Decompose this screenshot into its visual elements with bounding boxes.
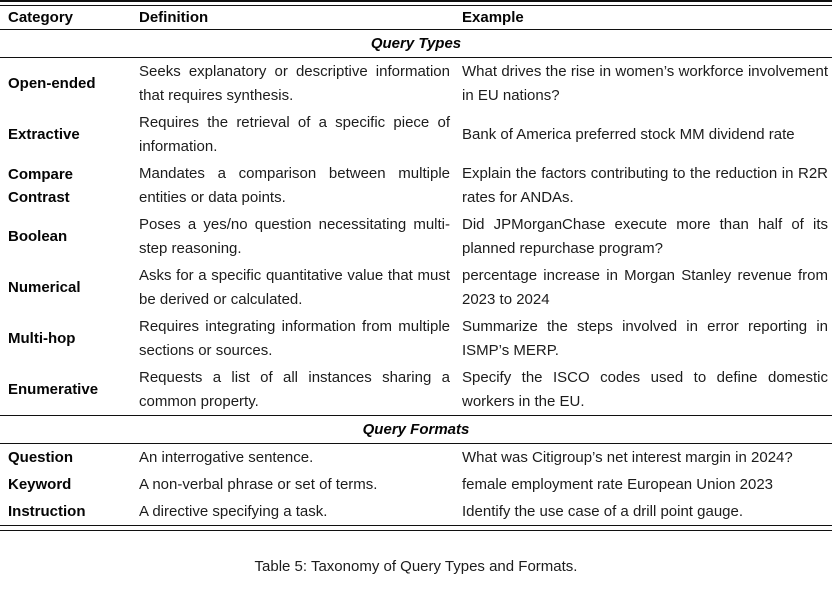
table-row-numerical xyxy=(0,262,832,313)
definition-cell: Requires integrating information from multiple sections or sources. xyxy=(139,317,450,359)
column-header-example: Example xyxy=(462,9,524,26)
example-cell: Identify the use case of a drill point gauge. xyxy=(462,502,744,520)
category-cell: Open-ended xyxy=(8,75,96,92)
category-cell: Question xyxy=(8,449,74,466)
table-caption: Table 5: Taxonomy of Query Types and Formats. xyxy=(254,558,578,575)
definition-cell: A directive specifying a task. xyxy=(139,502,328,520)
category-cell: Keyword xyxy=(8,476,72,493)
definition-cell: A non-verbal phrase or set of terms. xyxy=(139,475,378,493)
category-cell: Instruction xyxy=(8,503,86,520)
definition-cell: Poses a yes/no question necessitating multi-step reasoning. xyxy=(139,215,450,257)
definition-cell: An interrogative sentence. xyxy=(139,448,314,466)
category-cell: Extractive xyxy=(8,126,80,143)
example-cell: Specify the ISCO codes used to define domestic workers in the EU. xyxy=(462,368,828,410)
example-cell: Explain the factors contributing to the reduction in R2R rates for ANDAs. xyxy=(462,164,828,206)
definition-cell: Asks for a specific quantitative value that must be derived or calculated. xyxy=(139,266,450,308)
example-cell: What was Citigroup’s net interest margin in 2024? xyxy=(462,448,793,466)
table-header-row xyxy=(0,6,832,30)
table-row-instruction xyxy=(0,498,832,525)
section-title: Query Types xyxy=(370,35,462,52)
table-bottom-rule xyxy=(0,525,832,531)
table-row-keyword xyxy=(0,471,832,498)
column-header-category: Category xyxy=(8,9,74,26)
category-cell: Enumerative xyxy=(8,381,99,398)
section-header-query-types xyxy=(0,30,832,58)
section-header-query-formats xyxy=(0,415,832,444)
table-row-enumerative xyxy=(0,364,832,415)
definition-cell: Requests a list of all instances sharing a common property. xyxy=(139,368,450,410)
table-row-boolean xyxy=(0,211,832,262)
definition-cell: Seeks explanatory or descriptive information that requires synthesis. xyxy=(139,62,450,104)
definition-cell: Requires the retrieval of a specific piece of information. xyxy=(139,113,450,155)
example-cell: Summarize the steps involved in error reporting in ISMP’s MERP. xyxy=(462,317,828,359)
example-cell: What drives the rise in women’s workforce involvement in EU nations? xyxy=(462,62,828,104)
column-header-definition: Definition xyxy=(139,9,209,26)
table-row-question xyxy=(0,444,832,471)
example-cell: Did JPMorganChase execute more than half of its planned repurchase program? xyxy=(462,215,828,257)
table-body xyxy=(0,30,832,525)
example-cell: female employment rate European Union 2023 xyxy=(462,475,774,493)
table-row-multi-hop xyxy=(0,313,832,364)
table-row-open-ended xyxy=(0,58,832,109)
table-row-compare-contrast xyxy=(0,160,832,211)
category-cell: Compare Contrast xyxy=(8,165,74,206)
definition-cell: Mandates a comparison between multiple entities or data points. xyxy=(139,164,450,206)
example-cell: percentage increase in Morgan Stanley revenue from 2023 to 2024 xyxy=(462,266,828,308)
category-cell: Numerical xyxy=(8,279,81,296)
table-row-extractive xyxy=(0,109,832,160)
section-title: Query Formats xyxy=(362,421,470,438)
category-cell: Boolean xyxy=(8,228,68,245)
category-cell: Multi-hop xyxy=(8,330,76,347)
example-cell: Bank of America preferred stock MM dividend rate xyxy=(462,125,795,143)
